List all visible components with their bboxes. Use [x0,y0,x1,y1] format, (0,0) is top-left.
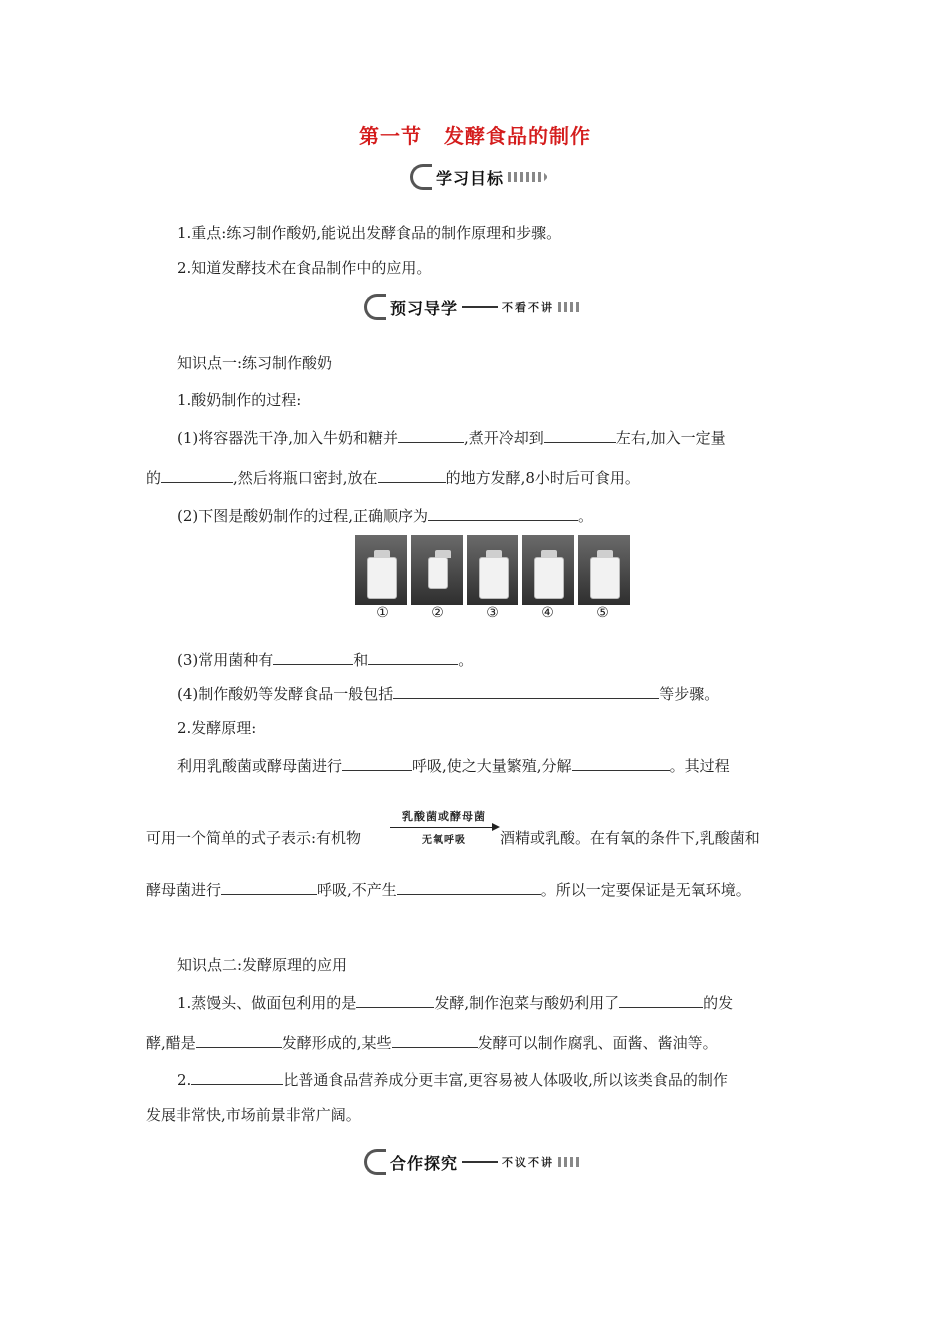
blank [428,504,578,521]
step-1-line: (1)将容器洗干净,加入牛奶和糖并 ,煮开冷却到 左右,加入一定量 [177,426,726,448]
application-line-1: 1.蒸馒头、做面包利用的是 发酵,制作泡菜与酸奶利用了 的发 [177,991,733,1013]
application-line-3: 2. 比普通食品营养成分更丰富,更容易被人体吸收,所以该类食品的制作 [177,1068,728,1090]
application-line-2: 酵,醋是 发酵形成的,某些 发酵可以制作腐乳、面酱、酱油等。 [146,1031,718,1053]
banner-arc-icon [410,164,432,190]
blank [356,991,434,1008]
arrow-trail-icon [558,1157,582,1167]
banner-cooperative-inquiry: 合作探究 不议不讲 [364,1145,582,1179]
step-2-line: (2)下图是酸奶制作的过程,正确顺序为 。 [177,504,593,526]
blank [619,991,703,1008]
knowledge-1-q2: 2.发酵原理: [177,719,257,737]
blank [393,682,659,699]
page-title: 第一节 发酵食品的制作 [359,124,591,148]
arrow-trail-icon [558,302,582,312]
principle-line-3: 酵母菌进行 呼吸,不产生 。所以一定要保证是无氧环境。 [146,878,751,900]
banner-preview: 预习导学 不看不讲 [364,290,582,324]
banner-learning-goals: 学习目标 [410,160,548,194]
step-3-line: (3)常用菌种有 和 。 [177,648,473,670]
knowledge-1-title: 知识点一:练习制作酸奶 [177,354,333,372]
banner-arc-icon [364,294,386,320]
blank [398,426,464,443]
banner-arc-icon [364,1149,386,1175]
blank [196,1031,282,1048]
goal-1: 1.重点:练习制作酸奶,能说出发酵食品的制作原理和步骤。 [177,224,562,242]
photo-3 [467,535,519,605]
blank [572,754,670,771]
application-line-4: 发展非常快,市场前景非常广阔。 [146,1106,361,1124]
principle-line-1: 利用乳酸菌或酵母菌进行 呼吸,使之大量繁殖,分解 。其过程 [177,754,730,776]
blank [397,878,541,895]
blank [191,1068,283,1085]
blank [342,754,412,771]
reaction-formula: 乳酸菌或酵母菌 无氧呼吸 [390,808,498,846]
photo-5 [578,535,630,605]
knowledge-2-title: 知识点二:发酵原理的应用 [177,956,348,974]
blank [378,466,446,483]
blank [368,648,458,665]
blank [273,648,353,665]
principle-line-2b: 酒精或乳酸。在有氧的条件下,乳酸菌和 [500,829,760,847]
photo-2 [411,535,463,605]
reaction-arrow-icon [390,827,498,828]
step-4-line: (4)制作酸奶等发酵食品一般包括 等步骤。 [177,682,719,704]
knowledge-1-q1: 1.酸奶制作的过程: [177,391,302,409]
goal-2: 2.知道发酵技术在食品制作中的应用。 [177,259,432,277]
blank [392,1031,478,1048]
blank [544,426,616,443]
arrow-trail-icon [508,172,548,182]
blank [161,466,233,483]
blank [221,878,317,895]
photo-1 [355,535,407,605]
step-1-line-2: 的 ,然后将瓶口密封,放在 的地方发酵,8小时后可食用。 [146,466,640,488]
photo-labels: ① ② ③ ④ ⑤ [376,605,609,621]
photo-4 [522,535,574,605]
principle-line-2a: 可用一个简单的式子表示:有机物 [146,829,362,847]
